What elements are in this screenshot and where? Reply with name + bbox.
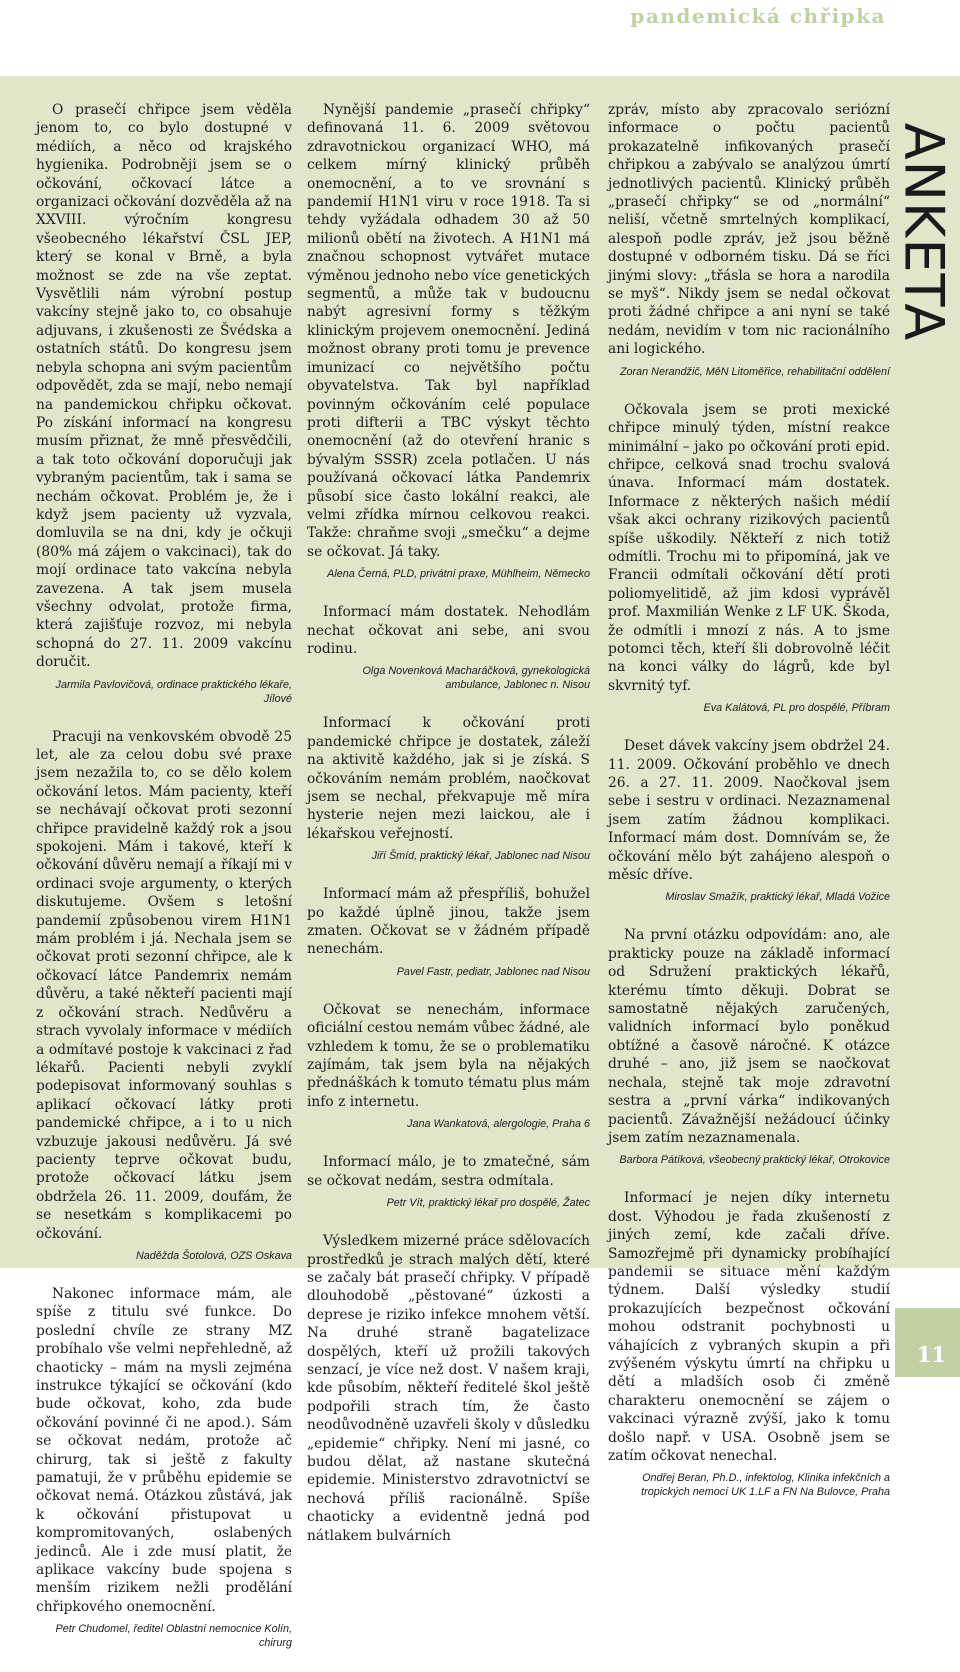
respondent-signature: Naděžda Šotolová, OZS Oskava (135, 1249, 292, 1262)
page-number-badge (895, 1308, 960, 1377)
respondent-signature: Alena Černá, PLD, privátní praxe, Mühlheim, Německo (327, 568, 590, 581)
respondent-signature: Petr Chudomel, ředitel Oblastní nemocnice Kolín, chirurg (55, 1623, 292, 1650)
respondent-signature: Olga Novenková Macharáčková, gynekologická ambulance, Jablonec n. Nisou (362, 665, 590, 692)
respondent-signature: Jiří Šmíd, praktický lékař, Jablonec nad Nisou (371, 850, 590, 863)
page-header (0, 0, 960, 32)
respondent-signature: Eva Kalátová, PL pro dospělé, Příbram (703, 702, 890, 715)
response-paragraph: Deset dávek vakcíny jsem obdržel 24. 11. 2009. Očkování proběhlo ve dnech 26. a 27. 11. 2009. Naočkoval jsem sebe i sestru v ordinaci. Nezaznamenal jsem zatím žádnou komplikaci. Informací mám dost. Domnívám se, že očkování mělo být zahájeno alespoň o měsíc dříve. (608, 738, 890, 884)
column-1 (36, 101, 292, 1672)
section-title: pandemická chřipka (630, 4, 886, 28)
response-paragraph: Informací mám až přespříliš, bohužel po každé úplně jinou, takže jsem zmaten. Očkovat se v žádném případě nenechám. (307, 886, 590, 958)
respondent-signature: Jarmila Pavlovičová, ordinace praktického lékaře, Jílové (55, 678, 292, 705)
page-number: 11 (916, 1342, 946, 1367)
respondent-signature: Petr Vít, praktický lékař pro dospělé, Žatec (386, 1197, 590, 1210)
response-paragraph: Pracuji na venkovském obvodě 25 let, ale za celou dobu své praxe jsem nezažila to, co se dělo kolem očkování letos. Mám pacienty, kteří se nechávají očkovat proti sezonní chřipce pravidelně každý rok a jsou spokojeni. Mám i takové, kteří k očkování důvěru nemají a říkají mi v ordinaci svoje argumenty, o kterých diskutujeme. Ovšem s letošní pandemií způsobenou virem H1N1 mám problém i já. Nechala jsem se očkovat proti sezonní chřipce, ale k očkovací látce Pandemrix nemám důvěru, a také někteří pacienti mají z očkování strach. Nedůvěru a strach vyvolaly informace v médiích a odmítavé postoje k vakcinaci z řad lékařů. Pacienti nebyli zvyklí podepisovat informovaný souhlas s aplikací očkovací látky proti pandemické chřipce, a i to u nich vzbuzuje jakousi nedůvěru. Já své pacienty teprve očkovat budu, protože očkovací látku jsem obdržela 26. 11. 2009, doufám, že se nesetkám s komplikacemi po očkování. (36, 728, 292, 1242)
respondent-signature: Miroslav Smažík, praktický lékař, Mladá Vožice (665, 891, 890, 904)
column-2 (307, 101, 590, 1545)
respondent-signature: Pavel Fastr, pediatr, Jablonec nad Nisou (396, 965, 590, 978)
respondent-signature: Barbora Pátíková, všeobecný praktický lékař, Otrokovice (619, 1154, 890, 1167)
column-3 (608, 101, 890, 1521)
response-paragraph: zpráv, místo aby zpracovalo seriózní informace o počtu pacientů prokazatelně infikovaných prasečí chřipkou a zabývalo se analýzou úmrtí jednotlivých pacientů. Klinický průběh „prasečí chřipky“ se od „normální“ neliší, včetně smrtelných komplikací, alespoň podle zpráv, jež jsou běžně dostupné v odborném tisku. Dá se říci jinými slovy: „třásla se hora a narodila se myš“. Nikdy jsem se nedal očkovat proti žádné chřipce a ani nyní se také nedám, nevidím v tom nic racionálního ani logického. (608, 102, 890, 358)
respondent-signature: Ondřej Beran, Ph.D., infektolog, Klinika infekčních a tropických nemocí UK 1.LF a FN Na Bulovce, Praha (641, 1472, 890, 1499)
response-paragraph: Očkovat se nenechám, informace oficiální cestou nemám vůbec žádné, ale vzhledem k tomu, že se o problematiku zajímám, tak jsem byla na nějakých přednáškách k tomuto tématu plus mám info z internetu. (307, 1001, 590, 1110)
response-paragraph: Informací mám dostatek. Nehodlám nechat očkovat ani sebe, ani svou rodinu. (307, 604, 590, 657)
respondent-signature: Jana Wankatová, alergologie, Praha 6 (407, 1118, 590, 1131)
response-paragraph: Očkovala jsem se proti mexické chřipce minulý týden, místní reakce minimální – jako po očkování proti epid. chřipce, celková snad trochu svalová únava. Informací mám dostatek. Informace z některých našich médií však akci ochrany rizikových pacientů spíše uškodily. Někteří z nich totiž odmítli. Trochu mi to připomíná, jak ve Francii odmítali očkování dětí proti poliomyelitidě, až jim kdosi vyprávěl prof. Maxmilián Wenke z LF UK. Škoda, že odmítli i mnozí z nás. A to jsme potomci těch, kteří šli dobrovolně léčit na konci války do lágrů, kde byl skvrnitý tyf. (608, 401, 890, 694)
response-paragraph: Nakonec informace mám, ale spíše z titulu své funkce. Do poslední chvíle ze strany MZ probíhalo vše velmi nepřehledně, až chaoticky – mám na mysli zejména instrukce týkající se očkování (kdo bude očkovat, koho, zda bude očkování povinné či ne apod.). Sám se očkovat nedám, protože ač chirurg, tak si ještě z fakulty pamatuji, že v průběhu epidemie se očkovat nemá. Otázkou zůstává, jak k očkování přistupovat u kompromitovaných, oslabených jedinců. Ale i zde musí platit, že aplikace vakcíny bude spojena s menším rizikem nežli prodělání chřipkového onemocnění. (36, 1285, 292, 1615)
respondent-signature: Zoran Nerandžič, MěN Litoměřice, rehabilitační oddělení (619, 365, 890, 378)
response-paragraph: Informací málo, je to zmatečné, sám se očkovat nedám, sestra odmítala. (307, 1154, 590, 1189)
response-paragraph: Informací je nejen díky internetu dost. Výhodou je řada zkušeností z jiných zemí, kde začali dříve. Samozřejmě při dynamicky probíhající pandemii se situace mění každým týdnem. Další výsledky studií prokazujících bezpečnost očkování mohou odstranit pochybnosti u váhajících z vybraných skupin a při zvýšeném výskytu úmrtí na chřipku u dětí a mladších osob či změně charakteru onemocnění se zájem o vakcinaci výrazně zvýší, jako k tomu došlo např. v USA. Osobně jsem se zatím očkovat nenechal. (608, 1190, 890, 1464)
response-paragraph: Nynější pandemie „prasečí chřipky“ definovaná 11. 6. 2009 světovou zdravotnickou organizací WHO, má celkem mírný klinický průběh onemocnění, a to ve srovnání s pandemií H1N1 viru v roce 1918. Ta si tehdy vyžádala odhadem 30 až 50 milionů obětí na životech. A H1N1 má značnou schopnost vytvářet mutace výměnou jednoho nebo více genetických segmentů, a může tak v budoucnu nabýt agresivní formy s těžkým klinickým projevem onemocnění. Jediná možnost obrany proti tomu je prevence imunizací co největšího počtu obyvatelstva. Tak byl například povinným očkováním celé populace proti difterii a TBC výskyt těchto onemocnění (až do otevření hranic s bývalým SSSR) zcela potlačen. U nás používaná očkovací látka Pandemrix působí sice často lokální reakci, ale velmi zřídka mírnou celkovou reakci. Takže: chraňme svoji „smečku“ a dejme se očkovat. Já taky. (307, 102, 590, 560)
response-paragraph: Na první otázku odpovídám: ano, ale prakticky pouze na základě informací od Sdružení praktických lékařů, kterému tímto děkuji. Dobrat se samostatně nějakých zaručených, validních informací bylo poněkud obtížné a časově náročné. K otázce druhé – ano, již jsem se naočkovat nechala, stejně tak moje zdravotní sestra a „první várka“ indikovaných pacientů. Závažnější nežádoucí účinky jsem zatím nezaznamenala. (608, 927, 890, 1146)
response-paragraph: Výsledkem mizerné práce sdělovacích prostředků je strach malých dětí, které se začaly bát prasečí chřipky. V případě dlouhodobě „pěstované“ úzkosti a deprese je riziko infekce mnohem větší. Na druhé straně bagatelizace dospělých, kteří už prožili takových senzací, je více než dost. V našem kraji, kde působím, někteří ředitelé škol ještě podpořili strach tím, že často neodůvodněně uzavřeli školy v důsledku „epidemie“ chřipky. Není mi jasné, co budou dělat, až nastane skutečná epidemie. Ministerstvo zdravotnictví se nechová příliš racionálně. Spíše chaoticky a evidentně jedná pod nátlakem bulvárních (307, 1233, 590, 1544)
response-paragraph: O prasečí chřipce jsem věděla jenom to, co bylo dostupné v médiích, a něco od krajského hygienika. Podrobněji jsem se o očkování, očkovací látce a organizaci očkování dozvěděla až na XXVIII. výročním kongresu všeobecného lékařství ČSL JEP, který se konal v Brně, a byla možnost se zde na vše zeptat. Vysvětlili nám výrobní postup vakcíny stejně jako to, co obsahuje adjuvans, i zkušenosti ze Švédska a ostatních států. Do kongresu jsem nebyla schopna ani svým pacientům odpovědět, zda se mají, nebo nemají na pandemickou chřipku očkovat. Po získání informací na kongresu musím přiznat, že mně přesvědčili, a tak toto očkování doporučuji jak vybraným pacientům, tak i sama se nechám očkovat. Problém je, že i když jsem pacienty už vyzvala, domluvila se na dni, kdy je očkuji (80% má zájem o vakcinaci), tak do mojí ordinace tato vakcína nebyla zavezena. A tak jsem musela všechny odvolat, protože firma, která zajišťuje rozvoz, mi nebyla schopná do 27. 11. 2009 vakcínu doručit. (36, 102, 292, 671)
response-paragraph: Informací k očkování proti pandemické chřipce je dostatek, záleží na aktivitě každého, jak si je získá. S očkováním nemám problém, naočkovat jsem se nechal, překvapuje mě míra hysterie nejen mezi laickou, ale i lékařskou veřejností. (307, 715, 590, 842)
side-label-text: ANKETA (892, 122, 956, 342)
side-label (892, 112, 956, 352)
